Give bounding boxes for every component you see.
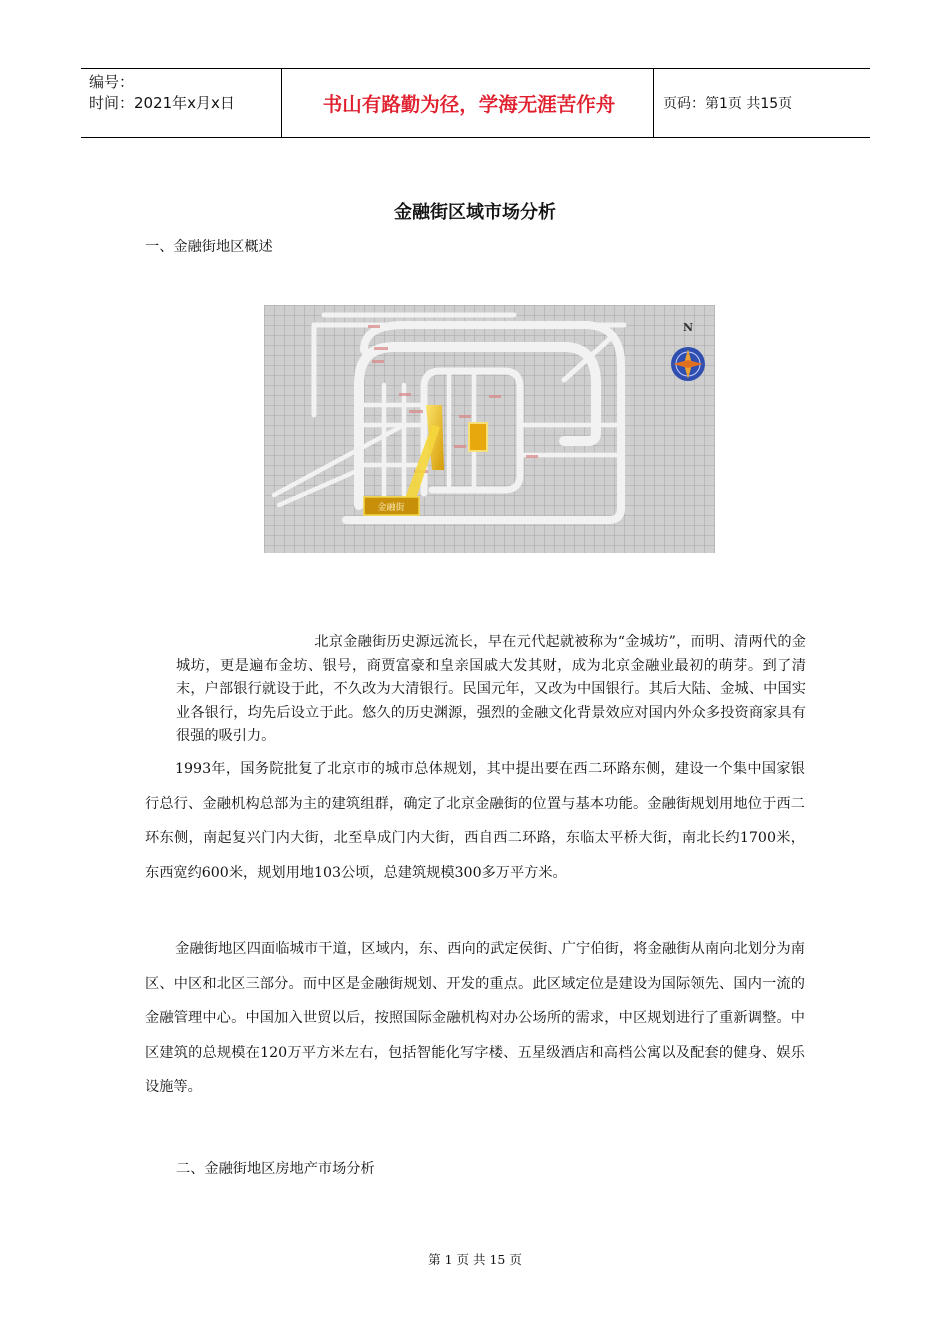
header-meta	[89, 72, 235, 114]
section-heading-1: 一、金融街地区概述	[145, 239, 273, 255]
header-divider	[281, 69, 282, 137]
document-title: 金融街区域市场分析	[394, 202, 556, 223]
paragraph-history-text: 北京金融街历史源远流长，早在元代起就被称为“金城坊”，而明、清两代的金城坊，更是遍布金坊、银号，商贾富豪和皇亲国戚大发其财，成为北京金融业最初的萌芽。到了清末，户部银行就设于此，不久改为大清银行。民国元年，又改为中国银行。其后大陆、金城、中国实业各银行，均先后设立于此。悠久的历史渊源，强烈的金融文化背景效应对国内外众多投资商家具有很强的吸引力。	[176, 634, 806, 744]
page-header	[81, 68, 870, 138]
paragraph-districts	[145, 932, 805, 1105]
center-block	[469, 423, 487, 451]
header-page-info: 页码：第1页 共15页	[663, 96, 793, 112]
paragraph-planning-text: 1993年，国务院批复了北京市的城市总体规划，其中提出要在西二环路东侧，建设一个集中国家银行总行、金融机构总部为主的建筑组群，确定了北京金融街的位置与基本功能。金融街规划用地位于西二环东侧，南起复兴门内大街，北至阜成门内大街，西自西二环路，东临太平桥大街，南北长约1700米，东西宽约600米，规划用地103公顷，总建筑规模300多万平方米。	[145, 761, 805, 881]
document-date: 时间：2021年x月x日	[89, 94, 235, 112]
header-motto: 书山有路勤为径，学海无涯苦作舟	[322, 93, 616, 116]
paragraph-history	[176, 631, 806, 749]
paragraph-planning	[145, 752, 805, 890]
north-label: N	[682, 321, 694, 334]
paragraph-districts-text: 金融街地区四面临城市干道，区域内，东、西向的武定侯街、广宁伯街，将金融街从南向北划分为南区、中区和北区三部分。而中区是金融街规划、开发的重点。此区域定位是建设为国际领先、国内一流的金融管理中心。中国加入世贸以后，按照国际金融机构对办公场所的需求，中区规划进行了重新调整。中区建筑的总规模在120万平方米左右，包括智能化写字楼、五星级酒店和高档公寓以及配套的健身、娱乐设施等。	[145, 941, 805, 1095]
section-heading-2: 二、金融街地区房地产市场分析	[176, 1161, 375, 1177]
plaque-label: 金融街	[377, 503, 405, 513]
page-footer: 第 1 页 共 15 页	[428, 1252, 522, 1267]
document-number: 编号：	[89, 73, 135, 91]
financial-street-map	[264, 305, 715, 553]
